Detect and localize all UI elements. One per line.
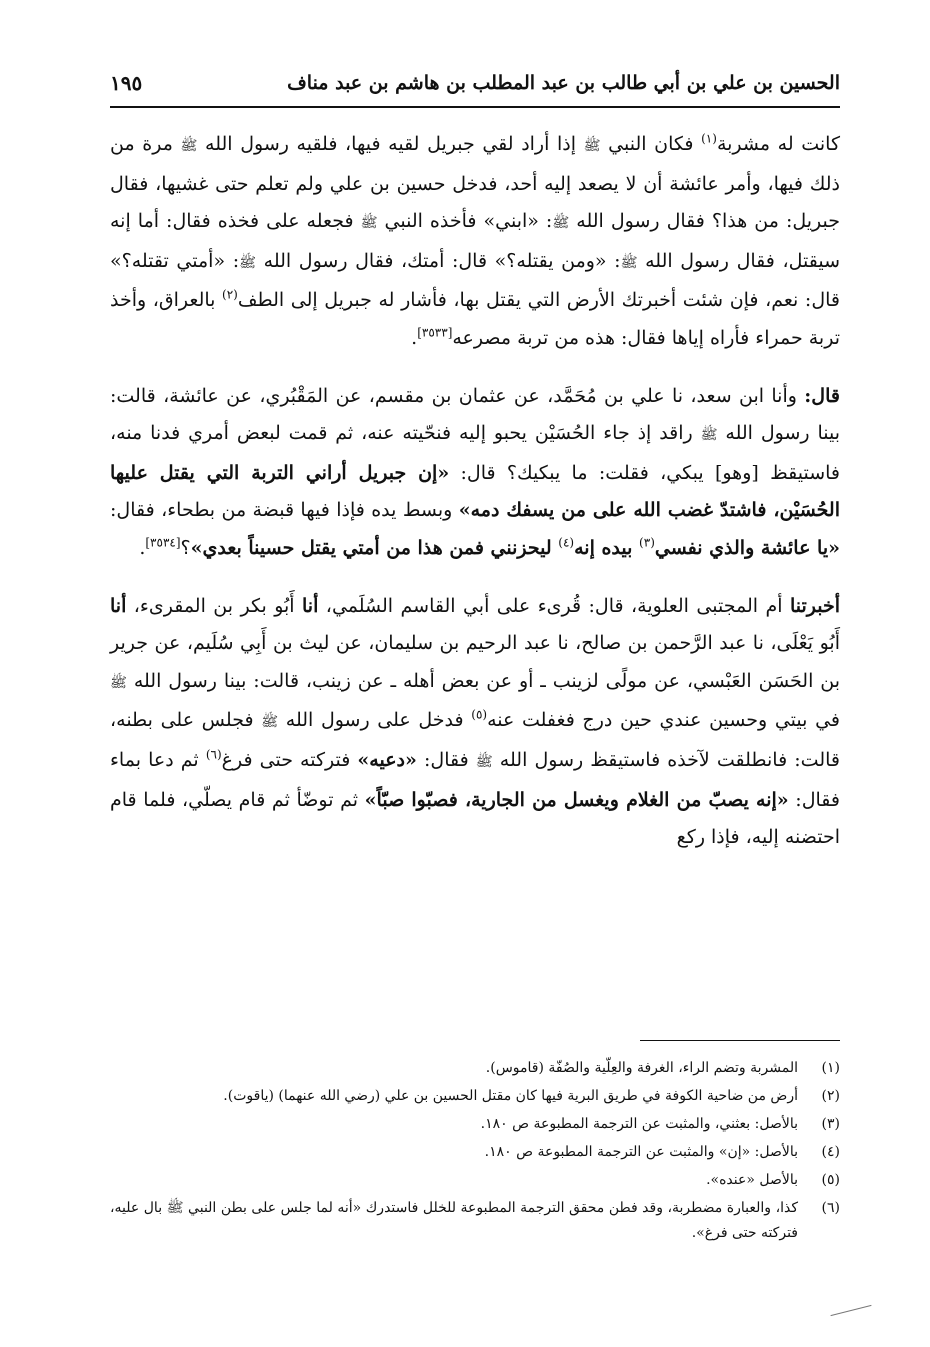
paragraph-1	[110, 126, 840, 358]
narration-term: أنا	[302, 594, 319, 617]
footnotes	[110, 1056, 840, 1249]
quoted-speech: «إن جبريل أراني التربة التي يقتل عليها الحُسَيْن، فاشتدّ غضب الله على من يسفك دمه»	[110, 461, 840, 522]
text-run: : «ومن يقتله؟» قال: أمتك، فقال رسول الله	[256, 249, 621, 272]
text-run: فتركته حتى فرغ	[221, 748, 358, 771]
text-run: أَبُو بكر بن المقرىء،	[126, 594, 303, 617]
text-run: راقد إذ جاء الحُسَيْن يحبو إليه فنحّيته عنه، ثم قمت لبعض أمري فدنا منه، فاستيقظ [وهو] يبكي، فقلت: ما يبكيك؟ قال:	[110, 422, 841, 484]
hadith-number: [٣٥٣٤]	[145, 535, 181, 550]
quoted-speech: ليحزنني فمن هذا من أمتي يقتل حسيناً بعدي»	[190, 536, 559, 559]
text-run: أم المجتبى العلوية، قال: قُرىء على أبي القاسم السُلَمي،	[318, 594, 790, 617]
pbuh-glyph: ﷺ	[700, 427, 718, 444]
text-run: ثم توضّأ ثم قام يصلّي، فلما قام احتضنه إليه، فإذا ركع	[110, 788, 840, 849]
text-run: وبسط يده فإذا فيها قبضة من بطحاء، فقال:	[110, 499, 459, 522]
text-run: مرة من ذلك فيها، وأمر عائشة أن لا يصعد إليه أحد، فدخل حسين بن علي ولم تعلم حتى غشيها، فقال جبريل: من هذا؟ فقال رسول الله	[110, 133, 840, 233]
text-run: فكان النبي	[600, 133, 702, 155]
footnote-number: (٥)	[821, 1172, 840, 1188]
footnote-item	[110, 1084, 840, 1109]
footnote-ref-1[interactable]: (١)	[701, 131, 717, 146]
text-run: فجلس على بطنه، قالت: فانطلقت لآخذه فاستيقظ رسول الله	[110, 709, 840, 771]
text-run: إذا أراد لقي جبريل لقيه فيها، فلقيه رسول الله	[197, 133, 584, 155]
text-run: : «أمتي تقتله؟» قال: نعم، فإن شئت أخبرتك الأرض التي يقتل بها، فأشار له جبريل إلى الطف	[110, 249, 841, 312]
footnote-text: بالأصل: «إن» والمثبت عن الترجمة المطبوعة ص ١٨٠.	[484, 1144, 798, 1160]
footnote-text: كذا، والعبارة مضطربة، وقد فطن محقق الترجمة المطبوعة للخلل فاستدرك «أنه لما جلس على بطن النبي ﷺ بال عليه، فتركته حتى فرغ».	[110, 1200, 798, 1241]
footnote-text: أرض من ضاحية الكوفة في طريق البرية فيها كان مقتل الحسين بن علي (رضي الله عنهما) (ياقوت).	[223, 1088, 798, 1104]
text-run: .	[411, 326, 418, 349]
text-run: ثم دعا بماء فقال:	[110, 748, 840, 811]
footnote-ref-6[interactable]: (٦)	[205, 747, 222, 762]
page-number: ١٩٥	[110, 71, 143, 95]
footnote-number: (٢)	[821, 1088, 840, 1104]
footnote-number: (٤)	[821, 1144, 840, 1160]
pbuh-glyph: ﷺ	[620, 254, 638, 271]
footnote-item	[110, 1196, 840, 1246]
text-run: في بيتي وحسين عندي حين درج فغفلت عنه	[487, 709, 840, 732]
running-title: الحسين بن علي بن أبي طالب بن عبد المطلب بن هاشم بن عبد مناف	[287, 72, 840, 94]
text-run: فدخل على رسول الله	[278, 709, 472, 732]
paragraph-3	[110, 588, 840, 857]
pbuh-glyph: ﷺ	[261, 714, 279, 731]
footnote-text: بالأصل: بعثني، والمثبت عن الترجمة المطبوعة ص ١٨٠.	[480, 1116, 798, 1132]
paragraph-lead: أخبرتنا	[789, 594, 840, 617]
footnote-ref-5[interactable]: (٥)	[471, 707, 488, 722]
footnote-ref-3[interactable]: (٣)	[639, 535, 655, 550]
footnote-item	[110, 1112, 840, 1137]
pbuh-glyph: ﷺ	[475, 753, 493, 770]
footnote-separator	[640, 1040, 840, 1041]
quoted-speech: «دعيه»	[357, 748, 417, 771]
quoted-speech: بيده إنه	[574, 536, 640, 559]
paragraph-2	[110, 378, 840, 568]
hadith-number: [٣٥٣٣]	[417, 325, 453, 340]
footnote-ref-2[interactable]: (٢)	[222, 288, 238, 303]
text-run: فجعله على فخذه فقال: أما إنه سيقتل، فقال رسول الله	[110, 210, 841, 272]
text-run: أَبُو يَعْلَى، نا عبد الرَّحمن بن صالح، نا عبد الرحيم بن سليمان، عن ليث بن أَبِي سُلَيم، عن جرير بن الحَسَن العَبْسي، عن مولًى لزينب ـ أو عن بعض أهله ـ عن زينب، قالت: بينا رسول الله	[110, 632, 840, 692]
pbuh-glyph: ﷺ	[360, 215, 378, 232]
footnote-number: (١)	[821, 1060, 840, 1076]
text-run: : «ابني» فأخذه النبي	[377, 210, 553, 233]
pbuh-glyph: ﷺ	[180, 138, 198, 154]
text-run: .	[139, 536, 146, 559]
footnote-item	[110, 1056, 840, 1081]
header-rule	[110, 106, 840, 108]
footnote-item	[110, 1168, 840, 1193]
pbuh-glyph: ﷺ	[552, 215, 570, 232]
scan-mark	[831, 1305, 872, 1316]
footnote-text: المشربة وتضم الراء، الغرفة والعِلّية والصُفّة (قاموس).	[485, 1060, 798, 1076]
text-run: كانت له مشربة	[716, 133, 841, 155]
pbuh-glyph: ﷺ	[239, 254, 257, 271]
footnote-number: (٣)	[821, 1116, 840, 1132]
main-text	[110, 126, 840, 857]
footnote-item	[110, 1140, 840, 1165]
paragraph-lead: قال:	[804, 384, 840, 407]
quoted-speech: «يا عائشة والذي نفسي	[654, 536, 840, 559]
pbuh-glyph: ﷺ	[583, 138, 601, 154]
narration-term: أنا	[110, 594, 127, 617]
footnote-number: (٦)	[821, 1200, 840, 1216]
footnote-ref-4[interactable]: (٤)	[558, 535, 575, 550]
text-run: ؟	[180, 536, 191, 559]
text-run: فقال:	[416, 748, 476, 771]
text-run: وأنا ابن سعد، نا علي بن مُحَمَّد، عن عثمان بن مقسم، عن المَقْبُري، عن عائشة، قالت: بينا رسول الله	[110, 384, 840, 445]
text-run: بالعراق، وأخذ تربة حمراء فأراه إياها فقال: هذه من تربة مصرعه	[110, 289, 840, 349]
footnote-text: بالأصل «عنده».	[706, 1172, 798, 1188]
quoted-speech: «إنه يصبّ من الغلام ويغسل من الجارية، فصبّوا صبّاً»	[364, 788, 789, 811]
page-header	[110, 62, 840, 104]
pbuh-glyph: ﷺ	[110, 674, 127, 691]
